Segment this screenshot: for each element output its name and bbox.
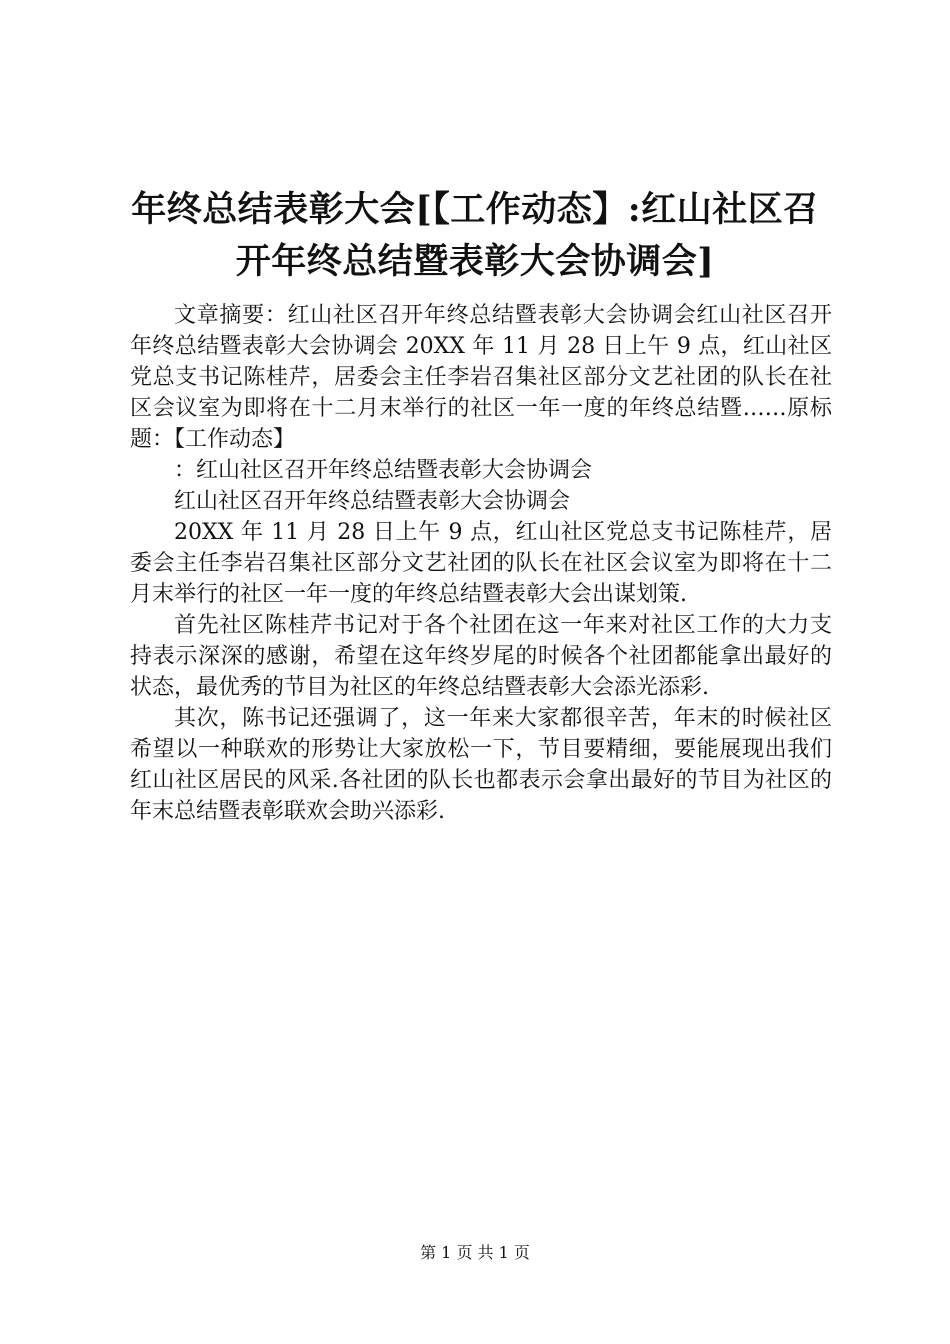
page-footer: 第 1 页 共 1 页: [420, 1243, 530, 1262]
title-line-2: 开年终总结暨表彰大会协调会]: [235, 241, 715, 282]
subtitle-paragraph: ：红山社区召开年终总结暨表彰大会协调会: [174, 458, 593, 483]
document-title: [110, 184, 840, 288]
body-paragraph: 其次，陈书记还强调了，这一年来大家都很辛苦，年末的时候社区希望以一种联欢的形势让大家放松一下，节目要精细，要能展现出我们红山社区居民的风采.各社团的队长也都表示会拿出最好的节目为社区的年末总结暨表彰联欢会助兴添彩.: [130, 706, 832, 824]
abstract-paragraph: 文章摘要：红山社区召开年终总结暨表彰大会协调会红山社区召开年终总结暨表彰大会协调会 20XX 年 11 月 28 日上午 9 点，红山社区党总支书记陈桂芹，居委会主任李岩召集社区部分文艺社团的队长在社区会议室为即将在十二月末举行的社区一年一度的年终总结暨……原标题：【工作动态】: [130, 303, 832, 452]
document-body: [130, 300, 832, 827]
heading-paragraph: 红山社区召开年终总结暨表彰大会协调会: [174, 489, 571, 514]
body-paragraph: 首先社区陈桂芹书记对于各个社团在这一年来对社区工作的大力支持表示深深的感谢，希望在这年终岁尾的时候各个社团都能拿出最好的状态，最优秀的节目为社区的年终总结暨表彰大会添光添彩.: [130, 613, 832, 700]
body-paragraph: 20XX 年 11 月 28 日上午 9 点，红山社区党总支书记陈桂芹，居委会主任李岩召集社区部分文艺社团的队长在社区会议室为即将在十二月末举行的社区一年一度的年终总结暨表彰大会出谋划策.: [130, 520, 832, 607]
title-line-1: 年终总结表彰大会[【工作动态】:红山社区召: [131, 189, 819, 230]
